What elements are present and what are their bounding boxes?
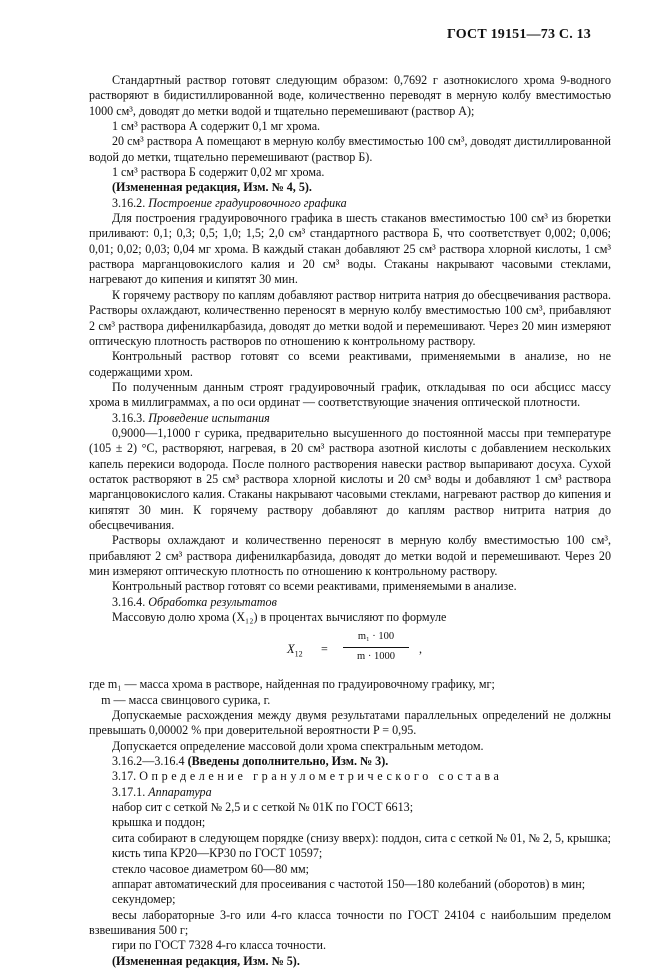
section-title: Аппаратура	[148, 784, 212, 799]
formula-variable: X	[287, 642, 295, 657]
paragraph-standard-solution: Стандартный раствор готовят следующим образом: 0,7692 г азотнокислого хрома 9-водного растворяют в бидистиллированной воде, количественно переводят в мерную колбу вместимостью 1000 см³, доводят до метки водой и тщательно перемешивают (раствор А);	[89, 73, 611, 118]
amendment-note-3	[89, 754, 611, 769]
amendment-note: (Измененная редакция, Изм. № 4, 5).	[111, 180, 312, 195]
definition-m: m — масса свинцового сурика, г.	[101, 692, 271, 707]
section-heading-3-17	[89, 769, 611, 784]
section-number: 3.17.	[111, 769, 137, 784]
amendment-range: 3.16.2—3.16.4	[111, 754, 185, 769]
definition-m1: где m₁ — масса хрома в растворе, найденная по градуировочному графику, мг;	[89, 677, 495, 692]
formula-comma: ,	[419, 642, 423, 657]
section-number: 3.16.2.	[111, 195, 146, 210]
formula-block	[89, 627, 611, 675]
apparatus-item: стекло часовое диаметром 60—80 мм;	[111, 861, 310, 876]
apparatus-item: аппарат автоматический для просеивания с частотой 150—180 колебаний (оборотов) в мин;	[111, 876, 586, 891]
section-heading-3-16-3	[89, 411, 611, 426]
paragraph-solution-b-prep: 20 см³ раствора А помещают в мерную колбу вместимостью 100 см³, доводят дистиллированной водой до метки, тщательно перемешивают (раствор Б).	[89, 134, 611, 164]
section-heading-3-16-4	[89, 595, 611, 610]
paragraph-calibration-4: По полученным данным строят градуировочный график, откладывая по оси абсцисс массу хрома в миллиграммах, а по оси ординат — соответствующие значения оптической плотности.	[89, 379, 611, 410]
formula-fraction	[341, 629, 411, 664]
apparatus-item: сита собирают в следующем порядке (снизу вверх): поддон, сита с сеткой № 01, № 2, 5, крышка;	[111, 830, 611, 845]
document-body	[89, 73, 611, 969]
paragraph-calibration-3: Контрольный раствор готовят со всеми реактивами, применяемыми в анализе, но не содержащими хром.	[89, 349, 611, 379]
formula-numerator: m₁ · 100	[357, 631, 395, 643]
paragraph-solution-b: 1 см³ раствора Б содержит 0,02 мг хрома.	[111, 165, 325, 180]
paragraph-test-2: Растворы охлаждают и количественно переносят в мерную колбу вместимостью 100 см³, прибавляют 2 см³ раствора дифенилкарбазида, доводят до метки водой и перемешивают. Через 20 мин измеряют оптическую плотность по отношению к контрольному раствору.	[89, 533, 611, 578]
paragraph-test-3: Контрольный раствор готовят со всеми реактивами, применяемыми в анализе.	[111, 579, 517, 594]
apparatus-item: кисть типа КР20—КР30 по ГОСТ 10597;	[111, 846, 323, 861]
apparatus-item: набор сит с сеткой № 2,5 и с сеткой № 01К по ГОСТ 6613;	[111, 800, 414, 815]
section-number: 3.16.4.	[111, 594, 146, 609]
paragraph-spectral: Допускается определение массовой доли хрома спектральным методом.	[111, 738, 484, 753]
section-title: Проведение испытания	[148, 410, 270, 425]
section-number: 3.16.3.	[111, 410, 146, 425]
section-heading-3-16-2	[89, 196, 611, 211]
page-header: ГОСТ 19151—73 С. 13	[447, 27, 591, 42]
formula-denominator: m · 1000	[357, 650, 395, 662]
apparatus-item: секундомер;	[111, 892, 176, 907]
formula-equals: =	[321, 642, 328, 657]
section-heading-3-17-1	[89, 785, 611, 800]
formula-subscript: 12	[294, 649, 303, 659]
apparatus-item: крышка и поддон;	[111, 815, 206, 830]
paragraph-tolerance: Допускаемые расхождения между двумя результатами параллельных определений не должны превышать 0,00002 % при доверительной вероятности P = 0,95.	[89, 708, 611, 738]
section-title: Обработка результатов	[148, 594, 277, 609]
section-number: 3.17.1.	[111, 784, 146, 799]
paragraph-calibration-1: Для построения градуировочного графика в шесть стаканов вместимостью 100 см³ из бюретки приливают: 0,1; 0,3; 0,5; 1,0; 1,5; 2,0 см³ стандартного раствора Б, что соответствует 0,002; 0,006; 0,01; 0,02; 0,03; 0,04 мг хрома. В каждый стакан добавляют 25 см³ раствора хлорной кислоты, 1 см³ раствора марганцовокислого калия и 20 см³ воды. Стаканы накрывают часовыми стеклами, нагревают до кипения и кипятят 30 мин.	[89, 211, 611, 287]
amendment-text: (Введены дополнительно, Изм. № 3).	[187, 754, 389, 769]
amendment-note-5: (Измененная редакция, Изм. № 5).	[111, 953, 300, 968]
paragraph-solution-a: 1 см³ раствора А содержит 0,1 мг хрома.	[111, 119, 321, 134]
apparatus-item: гири по ГОСТ 7328 4-го класса точности.	[111, 938, 327, 953]
paragraph-formula-intro: Массовую долю хрома (X₁₂) в процентах вычисляют по формуле	[111, 610, 447, 625]
paragraph-test-1: 0,9000—1,1000 г сурика, предварительно высушенного до постоянной массы при температуре (105 ± 2) °С, растворяют, нагревая, в 20 см³ раствора азотной кислоты с добавлением нескольких капель перекиси водорода. После полного растворения навески раствор выпаривают досуха. Сухой остаток растворяют в 25 см³ раствора хлорной кислоты и 20 см³ воды и добавляют 1 см³ раствора марганцовокислого калия. Стаканы накрывают часовыми стеклами, нагревают раствор до кипения и кипятят 30 мин. К горячему раствору добавляют до каплям раствор нитрита натрия до обесцвечивания.	[89, 425, 611, 532]
apparatus-item: весы лабораторные 3-го или 4-го класса точности по ГОСТ 24104 с наибольшим пределом взвешивания 500 г;	[89, 907, 611, 937]
paragraph-calibration-2: К горячему раствору по каплям добавляют раствор нитрита натрия до обесцвечивания раствора. Растворы охлаждают, количественно переносят в мерную колбу вместимостью 100 см³, прибавляют 2 см³ раствора дифенилкарбазида, доводят до метки водой и перемешивают. Через 20 мин измеряют оптическую плотность растворов по отношению к контрольному раствору.	[89, 287, 611, 348]
section-title: Построение градуировочного графика	[148, 195, 347, 210]
section-title: Определение гранулометрического состава	[139, 769, 503, 784]
formula-lhs	[287, 642, 303, 657]
